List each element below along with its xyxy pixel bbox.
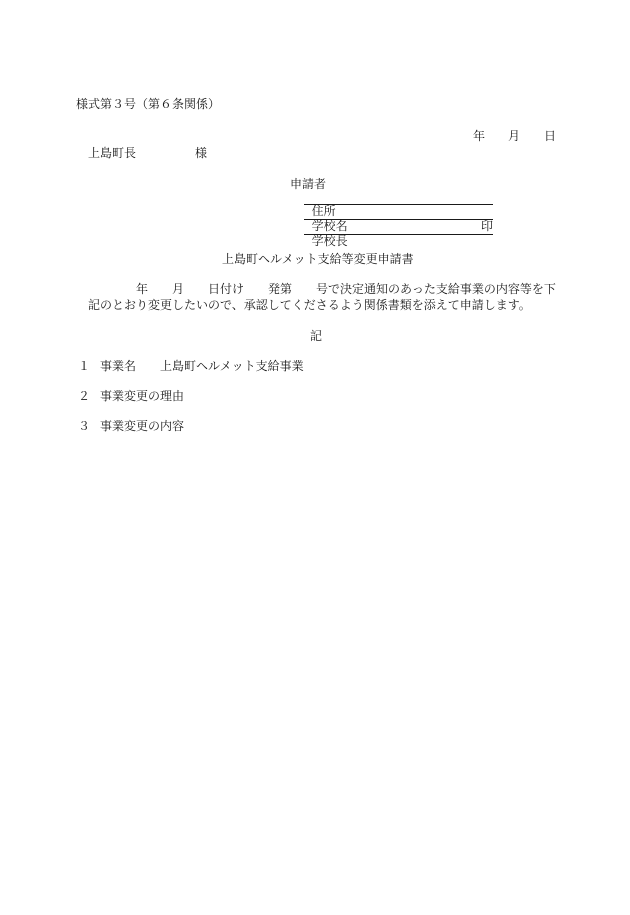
date-month-label: 月 <box>508 129 521 143</box>
item-value: 上島町ヘルメット支給事業 <box>160 359 304 373</box>
form-number: 様式第３号（第６条関係） <box>76 97 221 111</box>
addressee-name: 上島町長 <box>88 146 137 160</box>
body-month-label: 月 <box>172 282 185 296</box>
applicant-principal-field <box>304 219 493 248</box>
applicant-principal-label: 学校長 <box>311 234 348 248</box>
body-line2: 記のとおり変更したいので、承認してくださるよう関係書類を添えて申請します。 <box>88 298 531 312</box>
applicant-school-name-field <box>304 204 493 233</box>
applicant-address-label: 住所 <box>311 204 336 218</box>
seal-mark: 印 <box>480 219 493 233</box>
document-title: 上島町ヘルメット支給等変更申請書 <box>222 252 414 266</box>
date-year-label: 年 <box>473 129 486 143</box>
applicant-school-name-label: 学校名 <box>311 219 348 233</box>
item-label: 事業変更の理由 <box>100 389 185 403</box>
body-issue-label: 発第 <box>268 282 293 296</box>
item-number: ３ <box>78 419 91 433</box>
applicant-address-field <box>304 189 493 218</box>
body-line1-rest: 号で決定通知のあった支給事業の内容等を下 <box>316 282 556 296</box>
applicant-heading: 申請者 <box>290 177 327 191</box>
item-label: 事業名 <box>100 359 137 373</box>
body-year-label: 年 <box>136 282 149 296</box>
item-number: １ <box>78 359 91 373</box>
date-day-label: 日 <box>544 129 557 143</box>
item-label: 事業変更の内容 <box>100 419 185 433</box>
item-number: ２ <box>78 389 91 403</box>
addressee-honorific: 様 <box>195 146 208 160</box>
record-mark: 記 <box>310 329 323 343</box>
body-dated-label: 日付け <box>208 282 245 296</box>
